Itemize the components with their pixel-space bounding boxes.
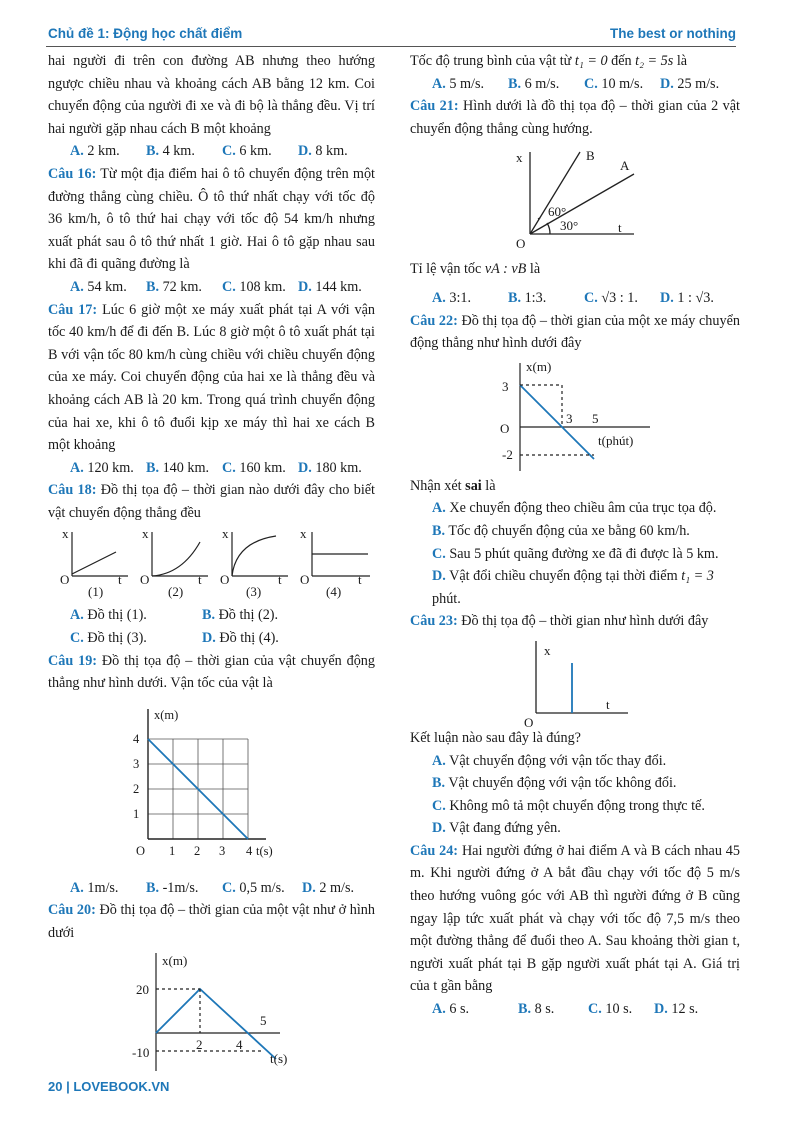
opt-letter: D. bbox=[202, 630, 220, 647]
opt-letter: B. bbox=[202, 607, 219, 624]
q23-text: Đồ thị tọa độ – thời gian như hình dưới đây bbox=[457, 613, 709, 630]
opt-letter: B. bbox=[146, 459, 163, 476]
intro-options bbox=[48, 140, 375, 163]
q24-options bbox=[410, 998, 740, 1021]
opt-text: 12 s. bbox=[671, 1001, 699, 1018]
text: Tỉ lệ vận tốc bbox=[410, 261, 485, 278]
opt-letter: B. bbox=[146, 879, 163, 896]
q17 bbox=[48, 299, 375, 457]
opt-letter: A. bbox=[70, 607, 88, 624]
opt-letter: D. bbox=[654, 1001, 672, 1018]
q19-options bbox=[48, 877, 375, 900]
opt-text: 6 km. bbox=[239, 143, 272, 160]
opt-text: Vật chuyển động với vận tốc không đổi. bbox=[448, 775, 677, 792]
q18-graphs bbox=[48, 524, 375, 604]
opt-text: 6 s. bbox=[449, 1001, 470, 1018]
opt-text: phút. bbox=[432, 590, 461, 607]
opt-text: √3 : 1. bbox=[601, 289, 638, 306]
q21-ratio bbox=[410, 258, 740, 281]
axis-t-label: t bbox=[358, 572, 362, 588]
q22-text: Đồ thị tọa độ – thời gian của một xe máy chuyển động thẳng như hình dưới đây bbox=[410, 312, 740, 352]
math-t2: t₂ = 5s bbox=[635, 53, 674, 69]
line-b-label: B bbox=[586, 148, 595, 164]
opt-letter: C. bbox=[432, 545, 446, 562]
origin-label: O bbox=[220, 572, 230, 588]
axis-x-label: x bbox=[300, 526, 307, 542]
q23-label: Câu 23: bbox=[410, 613, 458, 630]
q19-label: Câu 19: bbox=[48, 652, 98, 669]
y-tick-3: 3 bbox=[502, 378, 509, 394]
q23-graph bbox=[410, 633, 740, 727]
q16 bbox=[48, 163, 375, 276]
opt-letter: D. bbox=[298, 143, 316, 160]
q22 bbox=[410, 310, 740, 355]
opt-text: 140 km. bbox=[162, 459, 210, 476]
q16-text: Từ một địa điểm hai ô tô chuyển động trên một đường thẳng cùng chiều. Ô tô thứ nhất chạy với tốc độ 36 km/h, ô tô thứ hai chạy với tốc độ 54 km/h nhưng xuất phát sau ô tô thứ nhất 1 giờ. Hai ô tô gặp nhau sau khi đã đi quãng đường là bbox=[48, 165, 375, 273]
opt-letter: C. bbox=[70, 630, 88, 647]
opt-text: 8 s. bbox=[534, 1001, 555, 1018]
q18-label: Câu 18: bbox=[48, 482, 97, 499]
opt-text: 2 km. bbox=[87, 143, 120, 160]
opt-text: 25 m/s. bbox=[677, 75, 720, 92]
q20-text: Đồ thị tọa độ – thời gian của một vật như ở hình dưới bbox=[48, 902, 375, 942]
x-tick-4: 4 bbox=[236, 1036, 243, 1052]
opt-text: 6 m/s. bbox=[524, 75, 560, 92]
caption-1: (1) bbox=[88, 584, 104, 600]
y-tick-20: 20 bbox=[136, 981, 149, 997]
q19 bbox=[48, 650, 375, 695]
q22-option-c bbox=[410, 543, 740, 566]
q18 bbox=[48, 479, 375, 524]
origin-label: O bbox=[140, 572, 150, 588]
opt-letter: D. bbox=[298, 459, 316, 476]
q20-options bbox=[410, 73, 740, 96]
x-tick-3: 3 bbox=[566, 410, 573, 426]
opt-letter: B. bbox=[432, 775, 446, 792]
x-tick: 4 bbox=[246, 843, 253, 858]
q17-text: Lúc 6 giờ một xe máy xuất phát tại A với vận tốc 40 km/h để đi đến B. Lúc 8 giờ một ô tô xuất phát tại B với vận tốc 80 km/h cùng chiều với chiều chuyển động của xe máy. Coi chuyển động của hai xe là thẳng đều và khoảng cách AB là 20 km. Trong quá trình chuyển động của hai xe, khi ô tô đuổi kịp xe máy thì hai xe cách B một khoảng bbox=[48, 301, 375, 454]
opt-letter: B. bbox=[146, 278, 163, 295]
opt-letter: D. bbox=[660, 75, 678, 92]
opt-letter: A. bbox=[432, 752, 446, 769]
text: là bbox=[673, 53, 688, 69]
q21-text: Hình dưới là đồ thị tọa độ – thời gian của 2 vật chuyển động thẳng cùng hướng. bbox=[410, 98, 740, 137]
q21 bbox=[410, 95, 740, 140]
intro-text: hai người đi trên con đường AB nhưng theo hướng ngược chiều nhau và khoảng cách AB bằng 12 km. Coi chuyển động của người đi xe và đi bộ là thẳng đều. Vị trí hai người gặp nhau cách B một khoảng bbox=[48, 53, 375, 137]
text: Nhận xét bbox=[410, 477, 466, 494]
q23-option-a bbox=[410, 750, 740, 773]
q24-label: Câu 24: bbox=[410, 842, 459, 859]
opt-text: 1 : √3. bbox=[677, 289, 714, 306]
opt-letter: A. bbox=[432, 75, 450, 92]
q24 bbox=[410, 840, 740, 998]
q19-text: Đồ thị tọa độ – thời gian của vật chuyển động thẳng như hình dưới. Vận tốc của vật là bbox=[48, 652, 375, 692]
y-axis-label: x(m) bbox=[162, 952, 188, 968]
q21-graph bbox=[410, 140, 740, 252]
opt-text: Đồ thị (1). bbox=[87, 607, 147, 624]
q16-label: Câu 16: bbox=[48, 165, 97, 182]
opt-letter: B. bbox=[432, 522, 446, 539]
y-tick: 4 bbox=[133, 731, 140, 746]
axis-x-label: x bbox=[222, 526, 229, 542]
slogan: The best or nothing bbox=[610, 26, 736, 41]
opt-letter: B. bbox=[518, 1001, 535, 1018]
y-tick: 3 bbox=[133, 756, 140, 771]
axis-x-label: x bbox=[516, 150, 523, 166]
opt-text: 120 km. bbox=[87, 459, 134, 476]
angle-60: 60° bbox=[548, 204, 567, 220]
opt-text: 0,5 m/s. bbox=[239, 879, 285, 896]
opt-text: Vật đổi chiều chuyển động tại thời điểm bbox=[449, 568, 682, 585]
q22-option-d-cont bbox=[410, 588, 740, 611]
x-tick-5: 5 bbox=[260, 1012, 267, 1028]
q22-label: Câu 22: bbox=[410, 312, 458, 329]
left-column bbox=[48, 50, 375, 1075]
q21-options bbox=[410, 287, 740, 310]
opt-letter: A. bbox=[432, 1001, 450, 1018]
opt-letter: C. bbox=[222, 143, 240, 160]
math-ratio: vA : vB bbox=[484, 261, 527, 278]
text: đến bbox=[607, 53, 636, 69]
opt-text: Sau 5 phút quãng đường xe đã đi được là 5 km. bbox=[449, 545, 719, 562]
q19-graph bbox=[48, 695, 375, 877]
axis-x-label: x bbox=[142, 526, 149, 542]
x-axis-label: t(phút) bbox=[598, 432, 634, 448]
opt-text: 108 km. bbox=[239, 278, 286, 295]
opt-letter: D. bbox=[302, 879, 320, 896]
y-tick: 2 bbox=[133, 781, 140, 796]
q20-continued bbox=[410, 50, 740, 73]
origin-label: O bbox=[300, 572, 310, 588]
origin-label: O bbox=[136, 843, 146, 858]
q23-question: Kết luận nào sau đây là đúng? bbox=[410, 729, 581, 746]
opt-letter: B. bbox=[508, 289, 525, 306]
emphasis: sai bbox=[465, 477, 482, 494]
q16-options bbox=[48, 276, 375, 299]
q24-text: Hai người đứng ở hai điểm A và B cách nhau 45 m. Khi người đứng ở A bắt đầu chạy với tốc độ 5 m/s theo hướng vuông góc với AB thì người đứng ở B cũng ngay lập tức xuất phát và chạy với tốc độ 7,5 m/s theo một đường thẳng để đuổi theo A. Sau khoảng thời gian t, người xuất phát tại B gặp người xuất phát tại A. Giá trị của t gần bằng bbox=[410, 842, 740, 995]
opt-text: Xe chuyển động theo chiều âm của trục tọa độ. bbox=[449, 500, 717, 517]
opt-text: 10 m/s. bbox=[601, 75, 644, 92]
opt-text: Đồ thị (2). bbox=[218, 607, 279, 624]
opt-text: 72 km. bbox=[162, 278, 202, 295]
q23-option-d bbox=[410, 817, 740, 840]
q22-option-d bbox=[410, 565, 740, 588]
origin-label: O bbox=[500, 420, 510, 436]
x-tick: 3 bbox=[219, 843, 226, 858]
opt-text: Tốc độ chuyển động của xe bằng 60 km/h. bbox=[448, 522, 690, 539]
opt-letter: A. bbox=[432, 500, 446, 517]
y-axis-label: x(m) bbox=[526, 358, 552, 374]
angle-30: 30° bbox=[560, 218, 579, 234]
opt-text: 54 km. bbox=[87, 278, 127, 295]
chapter-title: Chủ đề 1: Động học chất điểm bbox=[48, 26, 243, 41]
opt-text: 10 s. bbox=[605, 1001, 633, 1018]
opt-text: Vật đang đứng yên. bbox=[449, 820, 561, 837]
q22-note bbox=[410, 475, 740, 498]
opt-text: -1m/s. bbox=[162, 879, 199, 896]
caption-2: (2) bbox=[168, 584, 184, 600]
x-tick-2: 2 bbox=[196, 1036, 203, 1052]
axis-x-label: x bbox=[544, 642, 551, 658]
text: Tốc độ trung bình của vật từ bbox=[410, 53, 575, 69]
q20 bbox=[48, 899, 375, 944]
line-a-label: A bbox=[620, 158, 630, 174]
opt-letter: A. bbox=[70, 459, 88, 476]
page-footer: 20 | LOVEBOOK.VN bbox=[48, 1079, 170, 1094]
y-axis-label: x(m) bbox=[154, 707, 179, 722]
origin-label: O bbox=[60, 572, 70, 588]
right-column bbox=[410, 50, 740, 1021]
y-tick-neg10: -10 bbox=[132, 1044, 150, 1060]
y-tick: 1 bbox=[133, 806, 140, 821]
opt-letter: A. bbox=[70, 278, 88, 295]
opt-text: Đồ thị (3). bbox=[87, 630, 147, 647]
axis-t-label: t bbox=[118, 572, 122, 588]
q17-options bbox=[48, 457, 375, 480]
x-tick: 2 bbox=[194, 843, 201, 858]
page-header bbox=[46, 26, 736, 47]
opt-letter: A. bbox=[432, 289, 450, 306]
opt-letter: C. bbox=[432, 797, 446, 814]
opt-text: 1m/s. bbox=[87, 879, 119, 896]
axis-t-label: t bbox=[606, 696, 610, 712]
axis-t-label: t bbox=[198, 572, 202, 588]
opt-text: 2 m/s. bbox=[319, 879, 355, 896]
opt-letter: C. bbox=[222, 459, 240, 476]
opt-letter: C. bbox=[588, 1001, 606, 1018]
opt-letter: D. bbox=[432, 820, 446, 837]
x-axis-label: t(s) bbox=[256, 843, 273, 858]
opt-letter: B. bbox=[508, 75, 525, 92]
math-t1: t₁ = 3 bbox=[681, 568, 714, 585]
opt-text: 160 km. bbox=[239, 459, 286, 476]
opt-letter: C. bbox=[222, 879, 240, 896]
opt-text: Không mô tả một chuyển động trong thực tế. bbox=[449, 797, 705, 814]
opt-letter: A. bbox=[70, 143, 88, 160]
x-tick-5: 5 bbox=[592, 410, 599, 426]
opt-text: 3:1. bbox=[449, 289, 472, 306]
q17-label: Câu 17: bbox=[48, 301, 98, 318]
opt-letter: B. bbox=[146, 143, 163, 160]
q20-label: Câu 20: bbox=[48, 902, 96, 919]
q18-options-2 bbox=[48, 627, 375, 650]
x-tick: 1 bbox=[169, 843, 176, 858]
q22-option-b bbox=[410, 520, 740, 543]
q23 bbox=[410, 610, 740, 633]
opt-letter: C. bbox=[584, 75, 602, 92]
opt-letter: D. bbox=[660, 289, 678, 306]
q22-graph bbox=[410, 355, 740, 475]
text: là bbox=[526, 261, 541, 278]
axis-x-label: x bbox=[62, 526, 69, 542]
opt-text: 8 km. bbox=[315, 143, 348, 160]
text: là bbox=[481, 477, 496, 494]
opt-text: 5 m/s. bbox=[449, 75, 485, 92]
origin-label: O bbox=[524, 714, 534, 727]
opt-letter: D. bbox=[432, 568, 446, 585]
origin-label: O bbox=[516, 236, 526, 252]
caption-4: (4) bbox=[326, 584, 342, 600]
opt-text: 144 km. bbox=[315, 278, 362, 295]
x-axis-label: t(s) bbox=[270, 1050, 288, 1066]
axis-t-label: t bbox=[618, 220, 622, 236]
q20-graph bbox=[48, 945, 375, 1075]
q23-option-c bbox=[410, 795, 740, 818]
opt-text: Vật chuyển động với vận tốc thay đổi. bbox=[449, 752, 667, 769]
q18-options bbox=[48, 604, 375, 627]
opt-text: 1:3. bbox=[524, 289, 547, 306]
q23-option-b bbox=[410, 772, 740, 795]
q21-label: Câu 21: bbox=[410, 98, 459, 115]
opt-text: 4 km. bbox=[162, 143, 195, 160]
caption-3: (3) bbox=[246, 584, 262, 600]
opt-letter: D. bbox=[298, 278, 316, 295]
opt-text: 180 km. bbox=[315, 459, 362, 476]
q22-option-a bbox=[410, 497, 740, 520]
axis-t-label: t bbox=[278, 572, 282, 588]
q18-text: Đồ thị tọa độ – thời gian nào dưới đây cho biết vật chuyển động thẳng đều bbox=[48, 482, 375, 521]
opt-letter: C. bbox=[222, 278, 240, 295]
math-t1: t₁ = 0 bbox=[574, 53, 608, 69]
opt-letter: A. bbox=[70, 879, 88, 896]
opt-letter: C. bbox=[584, 289, 602, 306]
opt-text: Đồ thị (4). bbox=[219, 630, 279, 647]
y-tick-neg2: -2 bbox=[502, 446, 513, 462]
